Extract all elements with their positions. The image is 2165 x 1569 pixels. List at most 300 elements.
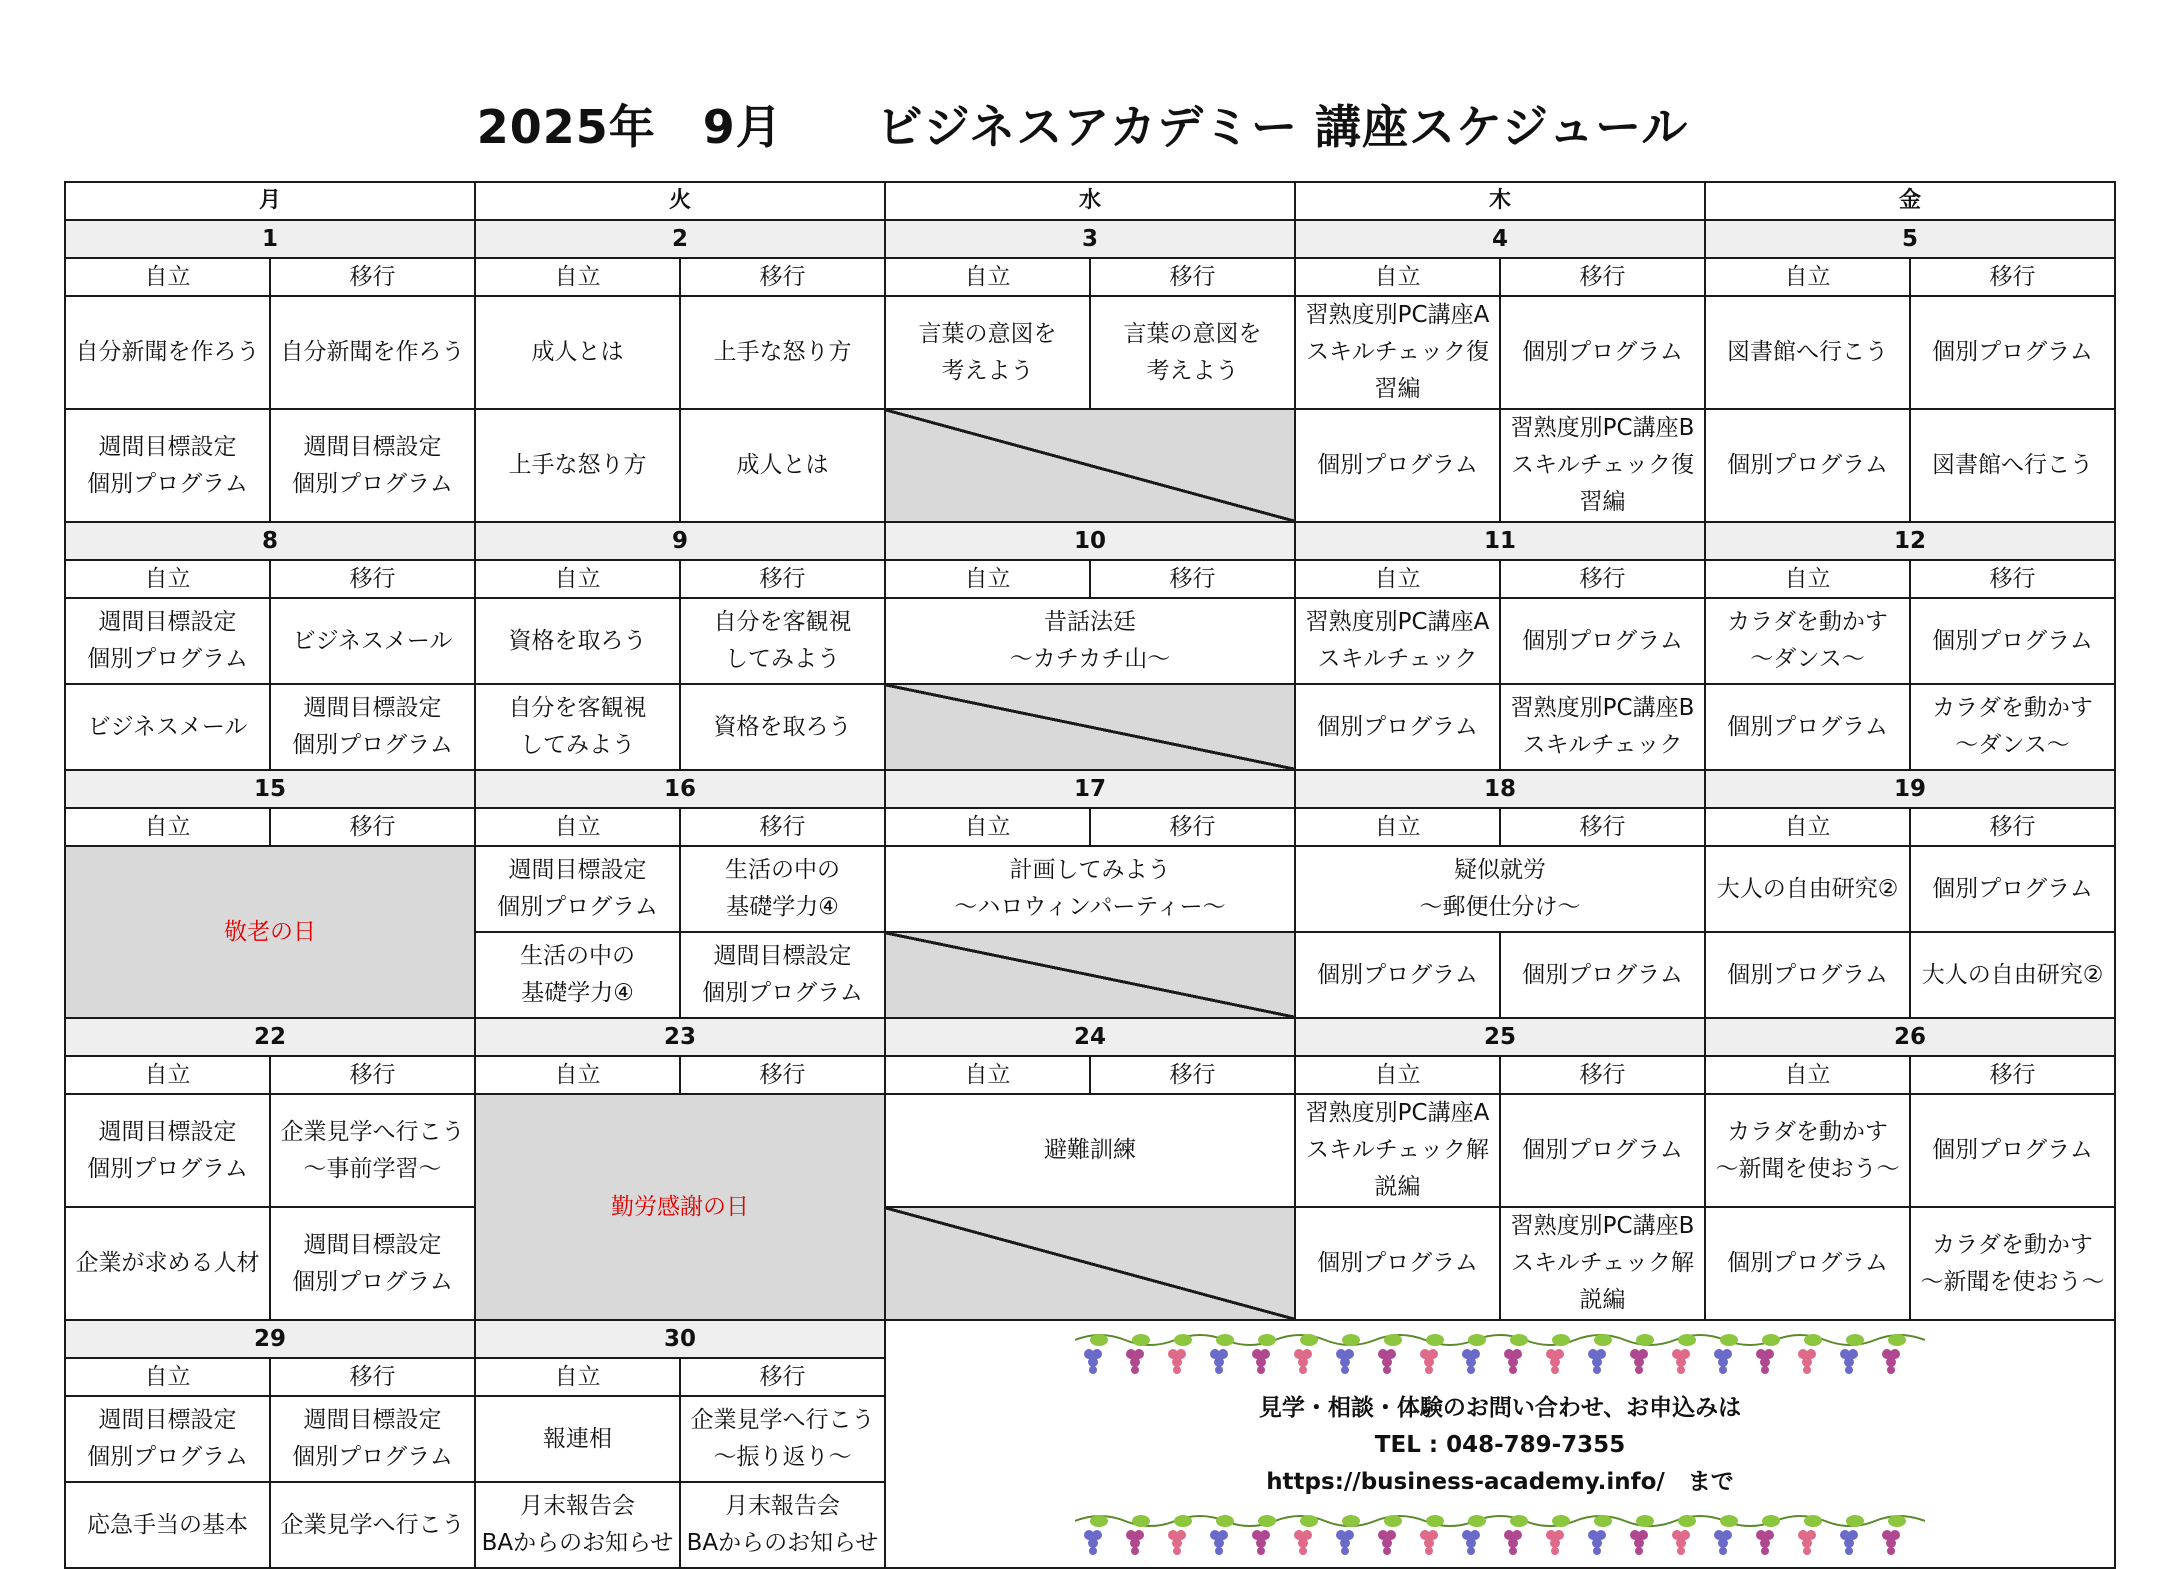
date-cell-text: 12	[1893, 528, 1926, 554]
event-cell-text: 計画してみよう ～ハロウィンパーティー～	[954, 857, 1226, 920]
label-ikou	[270, 808, 475, 846]
date-cell	[475, 770, 885, 808]
weekday-header	[65, 182, 475, 220]
label-ikou	[1500, 258, 1705, 296]
date-cell	[65, 220, 475, 258]
date-cell	[885, 1018, 1295, 1056]
weekday-header	[1295, 182, 1705, 220]
schedule-cell	[680, 684, 885, 770]
label-jiritsu-text: 自立	[144, 1364, 191, 1390]
schedule-cell-text: 習熟度別PC講座A スキルチェック復習編	[1305, 302, 1490, 402]
schedule-cell	[65, 296, 270, 409]
label-jiritsu-text: 自立	[1374, 264, 1421, 290]
label-jiritsu	[65, 1358, 270, 1396]
date-cell	[1295, 770, 1705, 808]
schedule-cell	[475, 598, 680, 684]
label-jiritsu-text: 自立	[964, 814, 1011, 840]
date-cell-text: 4	[1491, 226, 1508, 252]
date-cell	[475, 220, 885, 258]
label-jiritsu-text: 自立	[1784, 1062, 1831, 1088]
schedule-cell-text: 個別プログラム	[1522, 339, 1683, 365]
schedule-cell-text: 週間目標設定 個別プログラム	[702, 943, 863, 1006]
schedule-cell	[1705, 409, 1910, 522]
slot-row	[65, 598, 2115, 684]
schedule-cell	[1910, 409, 2115, 522]
label-ikou	[1910, 560, 2115, 598]
label-jiritsu-text: 自立	[144, 264, 191, 290]
date-cell	[885, 220, 1295, 258]
label-jiritsu	[475, 560, 680, 598]
schedule-cell-text: 企業見学へ行こう ～事前学習～	[280, 1118, 465, 1182]
schedule-cell	[475, 846, 680, 932]
schedule-cell	[680, 409, 885, 522]
date-row	[65, 770, 2115, 808]
label-ikou	[680, 1056, 885, 1094]
schedule-cell-text: 個別プログラム	[1317, 1250, 1478, 1276]
label-jiritsu	[1295, 1056, 1500, 1094]
schedule-cell-text: 個別プログラム	[1932, 875, 2093, 902]
no-class-cell	[885, 409, 1295, 522]
weekday-header-text: 水	[1078, 188, 1101, 213]
schedule-cell-text: ビジネスメール	[292, 627, 453, 654]
label-jiritsu-text: 自立	[554, 264, 601, 290]
schedule-cell-text: 生活の中の 基礎学力④	[520, 943, 635, 1006]
schedule-cell	[270, 1094, 475, 1207]
schedule-cell	[270, 598, 475, 684]
label-ikou-text: 移行	[759, 1364, 806, 1390]
label-ikou	[680, 1358, 885, 1396]
label-jiritsu-text: 自立	[144, 566, 191, 592]
schedule-cell	[1295, 296, 1500, 409]
schedule-cell	[1705, 296, 1910, 409]
label-jiritsu	[1295, 808, 1500, 846]
label-ikou	[270, 560, 475, 598]
label-ikou-text: 移行	[349, 566, 396, 592]
date-cell-text: 17	[1073, 776, 1106, 802]
holiday-cell-text: 勤労感謝の日	[611, 1193, 749, 1220]
label-jiritsu	[475, 1056, 680, 1094]
label-jiritsu-text: 自立	[554, 1364, 601, 1390]
label-row	[65, 258, 2115, 296]
label-jiritsu-text: 自立	[144, 814, 191, 840]
event-cell-text: 疑似就労 ～郵便仕分け～	[1419, 857, 1581, 920]
weekday-header-text: 木	[1488, 188, 1511, 213]
label-ikou-text: 移行	[349, 814, 396, 840]
weekday-header	[885, 182, 1295, 220]
schedule-cell-text: 習熟度別PC講座B スキルチェック解説編	[1510, 1213, 1695, 1313]
date-cell-text: 26	[1893, 1024, 1926, 1050]
date-cell	[475, 522, 885, 560]
label-ikou	[1910, 808, 2115, 846]
schedule-cell-text: 成人とは	[736, 452, 829, 478]
schedule-cell	[1295, 932, 1500, 1018]
label-jiritsu	[65, 258, 270, 296]
schedule-cell-text: 個別プログラム	[1317, 452, 1478, 478]
schedule-cell	[1500, 1207, 1705, 1320]
vine-bottom-grape-icon	[1075, 1509, 1925, 1561]
schedule-cell	[680, 1396, 885, 1482]
schedule-cell	[1910, 846, 2115, 932]
schedule-cell	[1500, 296, 1705, 409]
schedule-cell	[270, 684, 475, 770]
date-cell-text: 15	[253, 776, 286, 802]
schedule-cell-text: 図書館へ行こう	[1727, 339, 1888, 365]
schedule-cell	[1295, 684, 1500, 770]
label-jiritsu-text: 自立	[1374, 814, 1421, 840]
schedule-cell	[65, 409, 270, 522]
schedule-cell-text: カラダを動かす ～新聞を使おう～	[1715, 1118, 1900, 1182]
schedule-cell-text: 企業見学へ行こう	[280, 1511, 465, 1538]
weekday-header-text: 月	[258, 188, 281, 213]
schedule-table	[64, 181, 2116, 1569]
schedule-cell-text: 個別プログラム	[1317, 713, 1478, 740]
event-cell	[885, 598, 1295, 684]
date-cell-text: 11	[1483, 528, 1516, 554]
date-cell	[885, 770, 1295, 808]
holiday-cell	[65, 846, 475, 1018]
label-jiritsu	[1295, 560, 1500, 598]
label-jiritsu	[475, 808, 680, 846]
schedule-cell	[1705, 932, 1910, 1018]
schedule-cell	[1500, 932, 1705, 1018]
label-jiritsu-text: 自立	[964, 566, 1011, 592]
event-cell	[1295, 846, 1705, 932]
schedule-cell-text: 個別プログラム	[1727, 452, 1888, 478]
schedule-cell-text: 週間目標設定 個別プログラム	[87, 1407, 248, 1470]
label-ikou-text: 移行	[1579, 566, 1626, 592]
schedule-cell	[65, 1482, 270, 1568]
date-cell	[1295, 522, 1705, 560]
label-jiritsu	[65, 1056, 270, 1094]
date-cell-text: 25	[1483, 1024, 1516, 1050]
schedule-cell-text: カラダを動かす ～新聞を使おう～	[1920, 1231, 2105, 1295]
schedule-cell-text: 週間目標設定 個別プログラム	[292, 1407, 453, 1470]
label-jiritsu-text: 自立	[554, 814, 601, 840]
schedule-cell-text: 企業が求める人材	[75, 1250, 260, 1276]
schedule-cell	[1910, 684, 2115, 770]
label-jiritsu-text: 自立	[964, 264, 1011, 290]
weekday-header-text: 金	[1898, 188, 1921, 213]
schedule-cell	[1295, 1207, 1500, 1320]
label-ikou-text: 移行	[1579, 264, 1626, 290]
schedule-cell	[270, 1482, 475, 1568]
schedule-cell	[885, 296, 1090, 409]
label-jiritsu	[1705, 258, 1910, 296]
date-cell-text: 10	[1073, 528, 1106, 554]
date-cell-text: 5	[1901, 226, 1918, 252]
schedule-cell	[270, 296, 475, 409]
date-cell-text: 1	[261, 226, 278, 252]
date-cell	[475, 1018, 885, 1056]
schedule-cell-text: 自分新聞を作ろう	[75, 339, 260, 365]
schedule-cell	[680, 598, 885, 684]
schedule-cell-text: 自分を客観視 してみよう	[508, 695, 647, 758]
schedule-cell-text: 月末報告会 BAからのお知らせ	[481, 1493, 674, 1556]
schedule-cell-text: 言葉の意図を 考えよう	[918, 320, 1057, 384]
contact-website: https://business-academy.info/ まで	[1266, 1468, 1734, 1495]
date-cell-text: 22	[253, 1024, 286, 1050]
schedule-cell-text: 上手な怒り方	[508, 452, 647, 478]
schedule-cell-text: 週間目標設定 個別プログラム	[292, 433, 453, 497]
date-cell	[65, 1018, 475, 1056]
schedule-cell	[680, 1482, 885, 1568]
label-jiritsu	[1295, 258, 1500, 296]
label-ikou	[270, 1358, 475, 1396]
label-ikou-text: 移行	[1579, 1062, 1626, 1088]
date-row	[65, 1018, 2115, 1056]
schedule-cell	[1705, 846, 1910, 932]
schedule-cell	[475, 409, 680, 522]
date-cell	[1705, 770, 2115, 808]
schedule-cell	[680, 296, 885, 409]
schedule-cell	[680, 846, 885, 932]
no-class-cell	[885, 684, 1295, 770]
event-cell	[885, 1094, 1295, 1207]
label-ikou-text: 移行	[1169, 1062, 1216, 1088]
label-jiritsu-text: 自立	[554, 566, 601, 592]
slot-row	[65, 1094, 2115, 1207]
weekday-header	[475, 182, 885, 220]
event-cell-text: 昔話法廷 ～カチカチ山～	[1009, 609, 1171, 672]
schedule-cell	[1500, 684, 1705, 770]
label-ikou	[1500, 1056, 1705, 1094]
date-cell-text: 23	[663, 1024, 696, 1050]
label-ikou-text: 移行	[1579, 814, 1626, 840]
schedule-cell	[65, 1094, 270, 1207]
label-jiritsu	[885, 258, 1090, 296]
schedule-cell-text: 企業見学へ行こう ～振り返り～	[690, 1407, 875, 1470]
schedule-cell-text: カラダを動かす ～ダンス～	[1932, 695, 2093, 758]
label-ikou	[270, 258, 475, 296]
label-jiritsu	[475, 1358, 680, 1396]
date-cell	[885, 522, 1295, 560]
schedule-cell	[1295, 1094, 1500, 1207]
label-ikou-text: 移行	[349, 264, 396, 290]
schedule-cell	[680, 932, 885, 1018]
label-jiritsu	[885, 808, 1090, 846]
vine-top-grape-icon	[1075, 1328, 1925, 1380]
event-cell-text: 避難訓練	[1044, 1137, 1136, 1163]
schedule-cell-text: 個別プログラム	[1522, 627, 1683, 654]
label-ikou-text: 移行	[1989, 264, 2036, 290]
schedule-cell	[270, 409, 475, 522]
date-cell-text: 19	[1893, 776, 1926, 802]
schedule-cell	[1705, 1094, 1910, 1207]
schedule-cell	[1705, 598, 1910, 684]
date-cell	[65, 522, 475, 560]
label-ikou	[1910, 1056, 2115, 1094]
schedule-cell-text: 個別プログラム	[1317, 961, 1478, 988]
schedule-cell	[1910, 598, 2115, 684]
schedule-cell-text: 週間目標設定 個別プログラム	[292, 1231, 453, 1295]
schedule-cell-text: 成人とは	[531, 339, 624, 365]
label-ikou	[1910, 258, 2115, 296]
schedule-cell-text: 習熟度別PC講座A スキルチェック	[1305, 609, 1490, 672]
schedule-cell	[1295, 598, 1500, 684]
label-jiritsu-text: 自立	[144, 1062, 191, 1088]
slot-row	[65, 296, 2115, 409]
schedule-cell-text: 応急手当の基本	[87, 1511, 248, 1538]
label-ikou-text: 移行	[759, 814, 806, 840]
schedule-cell-text: 上手な怒り方	[713, 339, 852, 365]
date-cell	[65, 770, 475, 808]
date-cell	[475, 1320, 885, 1358]
date-cell	[1705, 1018, 2115, 1056]
label-ikou	[680, 560, 885, 598]
schedule-cell	[1910, 1094, 2115, 1207]
weekday-header-row	[65, 182, 2115, 220]
label-jiritsu	[1705, 560, 1910, 598]
schedule-cell-text: 個別プログラム	[1522, 1137, 1683, 1163]
label-ikou-text: 移行	[1989, 1062, 2036, 1088]
holiday-cell	[475, 1094, 885, 1320]
schedule-cell	[65, 1396, 270, 1482]
label-jiritsu	[1705, 808, 1910, 846]
label-jiritsu	[885, 1056, 1090, 1094]
schedule-cell-text: 言葉の意図を 考えよう	[1123, 320, 1262, 384]
slot-row	[65, 684, 2115, 770]
schedule-cell-text: 資格を取ろう	[713, 713, 852, 740]
contact-phone: TEL : 048-789-7355	[1374, 1431, 1626, 1458]
slot-row	[65, 409, 2115, 522]
schedule-cell-text: 自分を客観視 してみよう	[713, 609, 852, 672]
label-jiritsu-text: 自立	[964, 1062, 1011, 1088]
label-jiritsu	[65, 560, 270, 598]
label-jiritsu-text: 自立	[554, 1062, 601, 1088]
date-cell-text: 29	[253, 1326, 286, 1352]
date-cell-text: 2	[671, 226, 688, 252]
label-ikou	[680, 258, 885, 296]
date-cell	[65, 1320, 475, 1358]
schedule-cell-text: 月末報告会 BAからのお知らせ	[686, 1493, 879, 1556]
label-ikou-text: 移行	[349, 1364, 396, 1390]
holiday-cell-text: 敬老の日	[224, 918, 316, 945]
contact-line-inquiry: 見学・相談・体験のお問い合わせ、お申込みは	[1258, 1394, 1742, 1421]
schedule-cell-text: 個別プログラム	[1727, 1250, 1888, 1276]
schedule-cell-text: 個別プログラム	[1932, 627, 2093, 654]
schedule-cell	[1295, 409, 1500, 522]
date-cell	[1705, 522, 2115, 560]
label-jiritsu-text: 自立	[1784, 264, 1831, 290]
date-row	[65, 522, 2115, 560]
slot-row	[65, 1207, 2115, 1320]
date-cell-text: 8	[261, 528, 278, 554]
label-jiritsu-text: 自立	[1374, 1062, 1421, 1088]
schedule-cell-text: 週間目標設定 個別プログラム	[87, 1118, 248, 1182]
schedule-cell-text: 週間目標設定 個別プログラム	[87, 433, 248, 497]
schedule-cell-text: 習熟度別PC講座B スキルチェック	[1510, 695, 1695, 758]
schedule-cell	[475, 1482, 680, 1568]
schedule-cell	[65, 598, 270, 684]
label-jiritsu	[475, 258, 680, 296]
schedule-cell	[1705, 1207, 1910, 1320]
schedule-cell	[1910, 932, 2115, 1018]
schedule-cell-text: 習熟度別PC講座A スキルチェック解説編	[1305, 1100, 1490, 1200]
schedule-cell-text: 個別プログラム	[1932, 1137, 2093, 1163]
event-cell	[885, 846, 1295, 932]
no-class-cell	[885, 1207, 1295, 1320]
schedule-cell-text: 自分新聞を作ろう	[280, 339, 465, 365]
schedule-cell-text: 個別プログラム	[1727, 713, 1888, 740]
date-cell-text: 3	[1081, 226, 1098, 252]
date-cell-text: 9	[671, 528, 688, 554]
label-ikou-text: 移行	[1169, 264, 1216, 290]
weekday-header-text: 火	[668, 188, 691, 213]
label-ikou-text: 移行	[759, 566, 806, 592]
schedule-cell-text: 大人の自由研究②	[1716, 875, 1899, 902]
label-row	[65, 1056, 2115, 1094]
schedule-cell-text: カラダを動かす ～ダンス～	[1727, 609, 1888, 672]
date-cell-text: 30	[663, 1326, 696, 1352]
schedule-cell-text: 報連相	[543, 1425, 612, 1452]
weekday-header	[1705, 182, 2115, 220]
label-ikou-text: 移行	[1989, 814, 2036, 840]
label-jiritsu	[885, 560, 1090, 598]
label-ikou	[1090, 560, 1295, 598]
schedule-cell	[1090, 296, 1295, 409]
label-ikou	[1090, 258, 1295, 296]
schedule-cell	[1500, 409, 1705, 522]
label-ikou	[680, 808, 885, 846]
schedule-cell-text: ビジネスメール	[87, 713, 248, 740]
schedule-cell-text: 週間目標設定 個別プログラム	[87, 609, 248, 672]
schedule-cell	[475, 296, 680, 409]
date-cell	[1705, 220, 2115, 258]
label-ikou	[1500, 560, 1705, 598]
label-row	[65, 808, 2115, 846]
date-cell	[1295, 1018, 1705, 1056]
schedule-cell	[475, 932, 680, 1018]
schedule-cell-text: 個別プログラム	[1727, 961, 1888, 988]
label-jiritsu-text: 自立	[1784, 814, 1831, 840]
schedule-cell	[1910, 296, 2115, 409]
date-cell-text: 16	[663, 776, 696, 802]
schedule-cell	[475, 1396, 680, 1482]
schedule-cell-text: 図書館へ行こう	[1932, 452, 2093, 478]
label-ikou	[270, 1056, 475, 1094]
label-ikou	[1500, 808, 1705, 846]
schedule-cell	[270, 1396, 475, 1482]
label-ikou-text: 移行	[349, 1062, 396, 1088]
schedule-cell	[270, 1207, 475, 1320]
date-cell-text: 18	[1483, 776, 1516, 802]
no-class-cell	[885, 932, 1295, 1018]
schedule-cell	[1910, 1207, 2115, 1320]
label-ikou	[1090, 1056, 1295, 1094]
label-jiritsu	[1705, 1056, 1910, 1094]
schedule-cell	[1500, 1094, 1705, 1207]
label-ikou-text: 移行	[759, 1062, 806, 1088]
schedule-cell-text: 個別プログラム	[1522, 961, 1683, 988]
schedule-cell	[1500, 598, 1705, 684]
label-ikou-text: 移行	[1169, 566, 1216, 592]
label-ikou-text: 移行	[1169, 814, 1216, 840]
schedule-cell	[65, 684, 270, 770]
schedule-cell-text: 資格を取ろう	[508, 627, 647, 654]
label-jiritsu-text: 自立	[1784, 566, 1831, 592]
date-cell	[1295, 220, 1705, 258]
schedule-cell-text: 大人の自由研究②	[1921, 961, 2104, 988]
schedule-cell-text: 週間目標設定 個別プログラム	[292, 695, 453, 758]
label-ikou-text: 移行	[1989, 566, 2036, 592]
date-row	[65, 220, 2115, 258]
schedule-cell	[65, 1207, 270, 1320]
schedule-cell	[475, 684, 680, 770]
label-ikou	[1090, 808, 1295, 846]
label-jiritsu-text: 自立	[1374, 566, 1421, 592]
label-jiritsu	[65, 808, 270, 846]
schedule-cell	[1705, 684, 1910, 770]
